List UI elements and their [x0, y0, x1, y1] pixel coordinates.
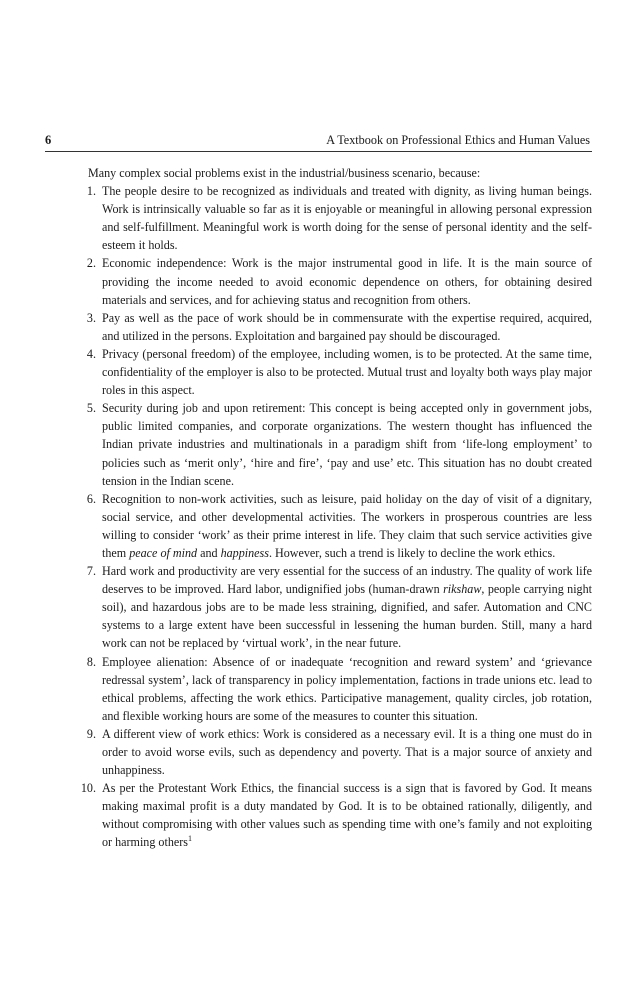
emphasis-text: rikshaw [443, 582, 482, 597]
list-item [80, 399, 592, 489]
page-body [80, 164, 592, 852]
list-item [80, 562, 592, 652]
list-item-number: 7. [86, 564, 96, 579]
text-segment: Hard work and productivity are very essential for the success of an industry. The quality of work life deserves to be improved. Hard labor, undignified jobs (human-drawn [102, 564, 592, 597]
list-item-number: 6. [86, 491, 96, 506]
text-segment: . However, such a trend is likely to decline the work ethics. [268, 545, 556, 560]
list-item-text [102, 781, 592, 849]
list-item-text: Security during job and upon retirement: This concept is being accepted only in government jobs, public limited companies, and corporate organizations. The western thought has influenced the Indian private industries and multinationals in a paradigm shift from ‘life-long employment’ to policies such as ‘merit only’, ‘hire and fire’, ‘pay and use’ etc. This situation has no doubt created tension in the Indian scene. [102, 401, 592, 488]
list-item [80, 254, 592, 308]
list-item [80, 309, 592, 345]
list-item [80, 653, 592, 725]
list-item-text: Pay as well as the pace of work should be in commensurate with the expertise required, acquired, and utilized in the persons. Exploitation and bargained pay should be discouraged. [102, 310, 592, 343]
list-item [80, 779, 592, 851]
text-segment: As per the Protestant Work Ethics, the financial success is a sign that is favored by God. It means making maximal profit is a duty mandated by God. It is to be obtained rationally, diligently, and without compromising with other values such as spending time with one’s family and not exploiting or harming others [102, 781, 592, 850]
list-item-number: 5. [86, 401, 96, 416]
list-item-text: The people desire to be recognized as individuals and treated with dignity, as living human beings. Work is intrinsically valuable so far as it is enjoyable or meaningful in allowing personal expression and self-fulfillment. Meaningful work is worth doing for the sense of personal identity and the self-esteem it holds. [102, 184, 592, 253]
emphasis-text: happiness [220, 545, 269, 560]
list-item [80, 725, 592, 779]
list-item-text [102, 564, 592, 650]
intro-paragraph: Many complex social problems exist in the industrial/business scenario, because: [88, 166, 481, 180]
list-item-text: Employee alienation: Absence of or inadequate ‘recognition and reward system’ and ‘grievance redressal system’, lack of transparency in policy implementation, factions in trade unions etc. lead to ethical problems, affecting the work ethics. Participative management, quality circles, job rotation, and flexible working hours are some of the measures to counter this situation. [102, 654, 592, 723]
list-item [80, 490, 592, 562]
footnote-reference: 1 [187, 834, 192, 844]
text-segment: , people carrying night soil), and hazardous jobs are to be made less straining, dignified, and safer. Automation and CNC systems to a large extent have been successful in lessening the human burden. Still, many a hard work can not be replaced by ‘virtual work’, in the near future. [102, 582, 593, 651]
page-header [45, 133, 592, 152]
list-item-number: 4. [86, 346, 96, 361]
list-item-number: 3. [86, 310, 96, 325]
list-item-number: 8. [86, 654, 96, 669]
page-number: 6 [45, 133, 52, 147]
list-item [80, 182, 592, 254]
list-item-number: 10. [80, 781, 96, 796]
text-segment: Recognition to non-work activities, such as leisure, paid holiday on the day of visit of a dignitary, social service, and other developmental activities. The workers in prosperous countries are less willing to consider ‘work’ as their prime interest in life. They claim that such service activities give them [102, 491, 592, 560]
list-item [80, 345, 592, 399]
list-item-number: 2. [86, 256, 96, 271]
list-item-text: A different view of work ethics: Work is considered as a necessary evil. It is a thing one must do in order to avoid worse evils, such as dependency and poverty. That is a major source of anxiety and unhappiness. [102, 726, 592, 778]
list-item-text [102, 492, 592, 560]
text-segment: and [197, 545, 221, 560]
emphasis-text: peace of mind [129, 545, 198, 560]
list-item-number: 1. [86, 184, 96, 199]
list-item-text: Privacy (personal freedom) of the employee, including women, is to be protected. At the same time, confidentiality of the employer is also to be protected. Mutual trust and loyalty both ways play major roles in this aspect. [102, 346, 592, 398]
numbered-list [80, 182, 592, 851]
list-item-number: 9. [86, 726, 96, 741]
list-item-text: Economic independence: Work is the major instrumental good in life. It is the main source of providing the income needed to avoid economic dependence on others, for obtaining desired materials and services, and for achieving status and recognition from others. [102, 256, 592, 307]
running-title: A Textbook on Professional Ethics and Human Values [326, 133, 590, 147]
